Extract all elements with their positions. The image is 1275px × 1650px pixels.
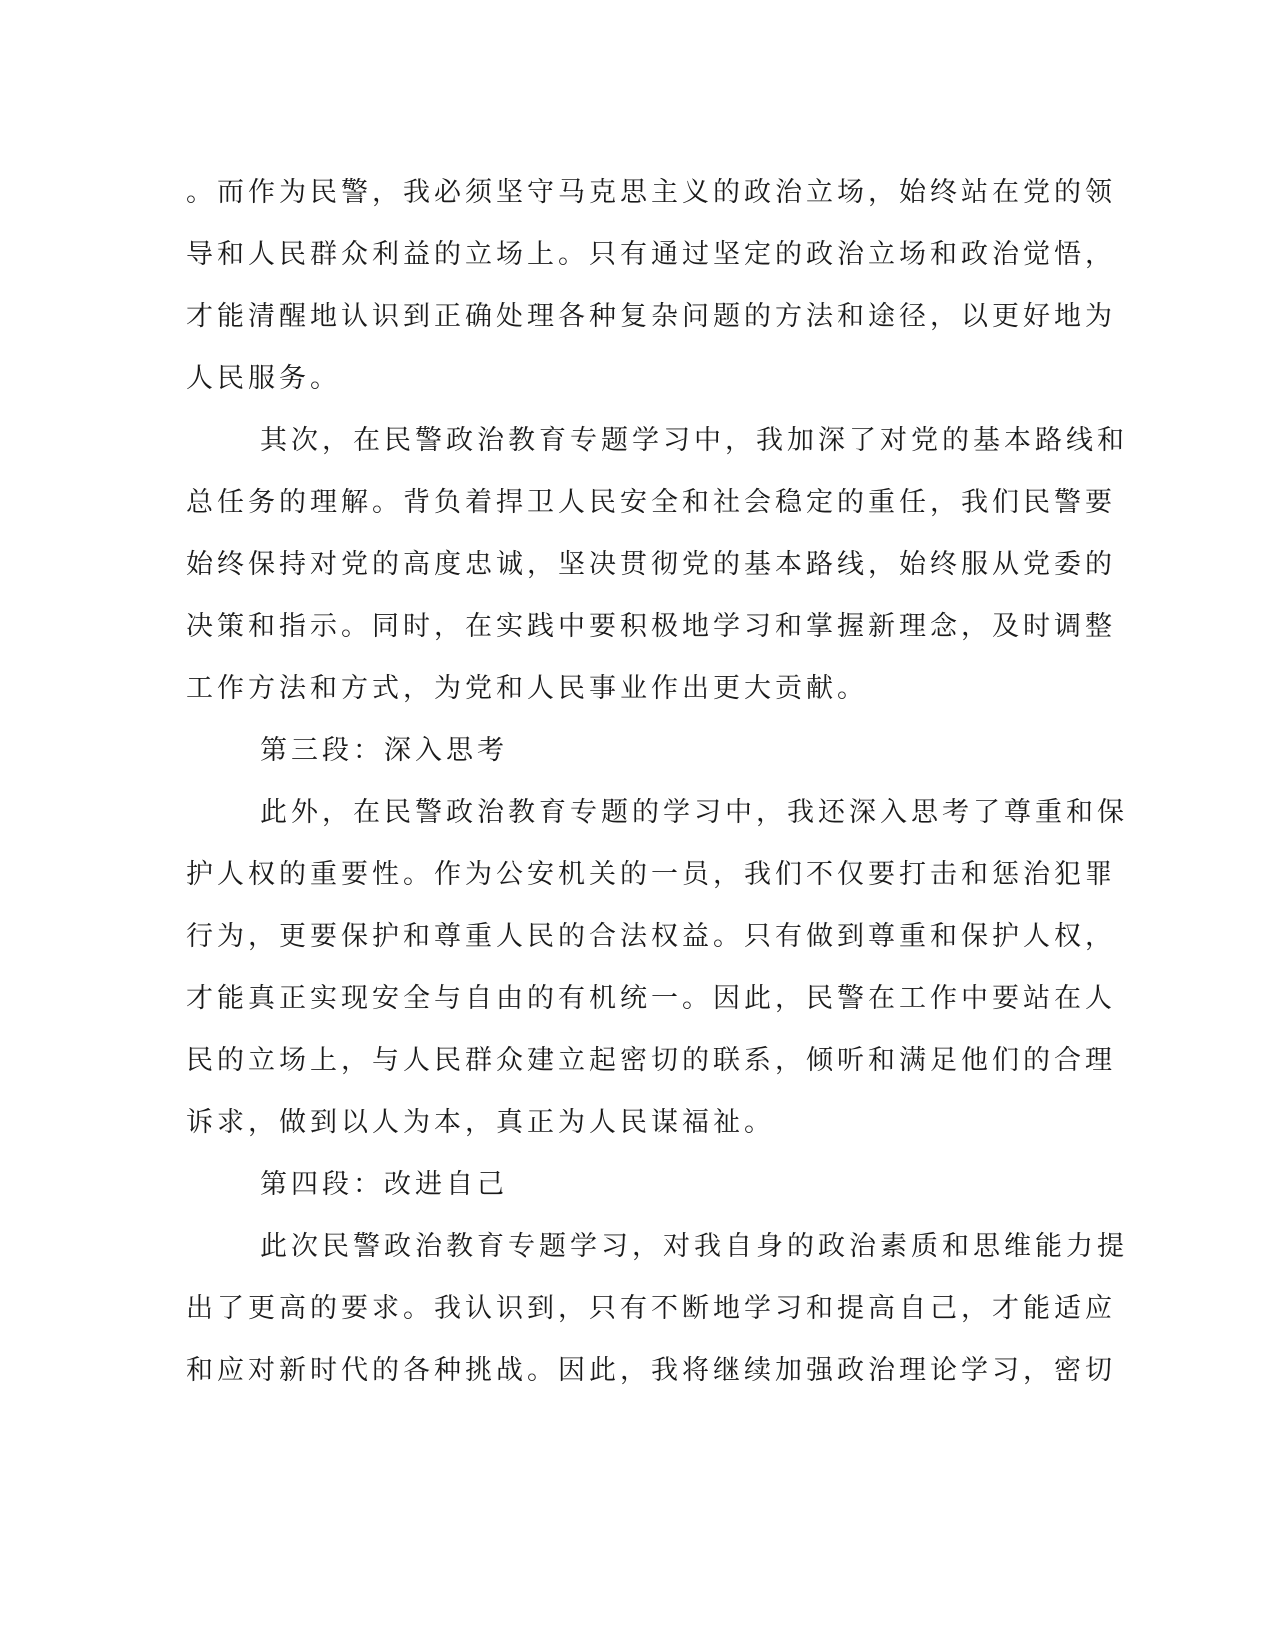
text-line: 其次，在民警政治教育专题学习中，我加深了对党的基本路线和	[260, 425, 1128, 456]
text-line: 出了更高的要求。我认识到，只有不断地学习和提高自己，才能适应	[186, 1293, 1116, 1324]
text-line: 导和人民群众利益的立场上。只有通过坚定的政治立场和政治觉悟，	[186, 239, 1116, 270]
text-line: 诉求，做到以人为本，真正为人民谋福祉。	[186, 1107, 775, 1138]
text-line: 此次民警政治教育专题学习，对我自身的政治素质和思维能力提	[260, 1231, 1128, 1262]
text-line: 才能清醒地认识到正确处理各种复杂问题的方法和途径，以更好地为	[186, 301, 1116, 332]
text-line: 才能真正实现安全与自由的有机统一。因此，民警在工作中要站在人	[186, 983, 1116, 1014]
text-line: 护人权的重要性。作为公安机关的一员，我们不仅要打击和惩治犯罪	[186, 859, 1116, 890]
text-line: 第四段：改进自己	[260, 1169, 508, 1200]
text-line: 此外，在民警政治教育专题的学习中，我还深入思考了尊重和保	[260, 797, 1128, 828]
text-line: 工作方法和方式，为党和人民事业作出更大贡献。	[186, 673, 868, 704]
text-line: 民的立场上，与人民群众建立起密切的联系，倾听和满足他们的合理	[186, 1045, 1116, 1076]
text-line: 始终保持对党的高度忠诚，坚决贯彻党的基本路线，始终服从党委的	[186, 549, 1116, 580]
document-body	[186, 162, 1128, 1402]
text-line: 决策和指示。同时，在实践中要积极地学习和掌握新理念，及时调整	[186, 611, 1116, 642]
text-line: 第三段：深入思考	[260, 735, 508, 766]
text-line: 行为，更要保护和尊重人民的合法权益。只有做到尊重和保护人权，	[186, 921, 1116, 952]
text-line: 和应对新时代的各种挑战。因此，我将继续加强政治理论学习，密切	[186, 1355, 1116, 1386]
text-line: 。而作为民警，我必须坚守马克思主义的政治立场，始终站在党的领	[186, 177, 1116, 208]
text-line: 人民服务。	[186, 363, 341, 394]
text-line: 总任务的理解。背负着捍卫人民安全和社会稳定的重任，我们民警要	[186, 487, 1116, 518]
